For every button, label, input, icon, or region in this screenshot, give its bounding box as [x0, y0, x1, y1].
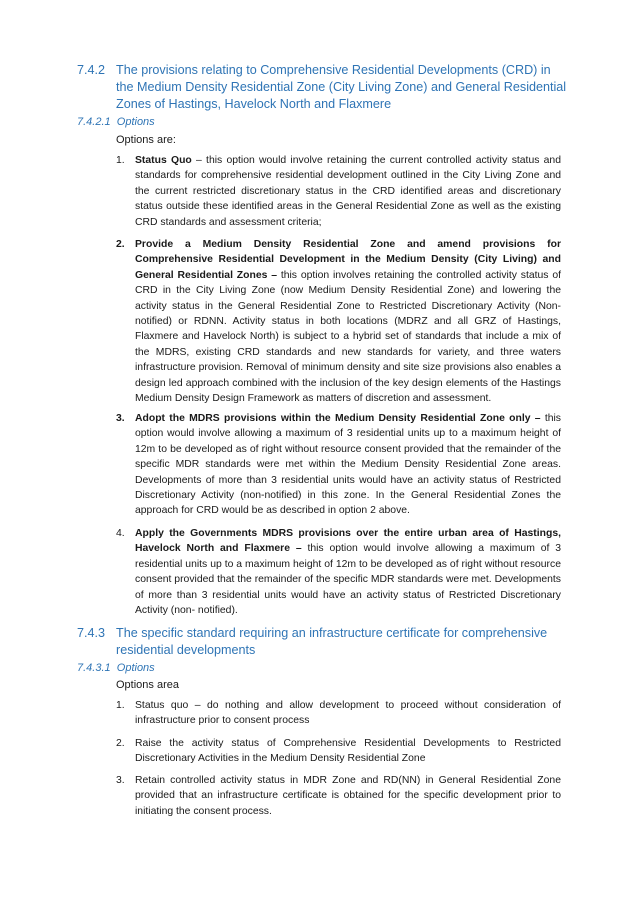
option-item	[116, 773, 561, 819]
option-text: this option would involve allowing a maximum of 3 residential units up to a maximum height of 12m to be developed as of right without resource consent provided that the remainder of the specific MDR standards were met. Developments of more than 3 residential units would have an activity status of Restricted Discretionary Activity (non- notified).	[135, 543, 562, 617]
option-number: 3.	[116, 413, 125, 424]
option-number: 1.	[116, 155, 125, 166]
section-heading-7-4-2	[77, 62, 569, 113]
subsection-heading-7-4-3-1	[77, 661, 155, 675]
option-item	[116, 736, 561, 767]
option-item	[116, 153, 561, 230]
option-lead: Apply the Governments MDRS provisions over the entire urban area of Hastings, Havelock North and Flaxmere –	[135, 528, 561, 555]
option-text: this option involves retaining the controlled activity status of CRD in the City Living Zone (now Medium Density Residential Zone) and lowering the activity status in the General Residential Zone to Restricted Discretionary Activity (Non-notified) or RDNN. Activity status in both locations (MDRZ and all GRZ of Hastings, Flaxmere and Havelock North) is subject to a hybrid set of standards that include a mix of the MDRS, existing CRD standards and new standards for variety, and three waters infrastructure provision. Removal of minimum density and site size provisions also enables a design led approach combined with the inclusion of the key design elements of the Hastings Medium Density Design Framework as matters of discretion and assessment.	[135, 269, 561, 405]
subsection-number: 7.4.3.1	[77, 662, 111, 674]
section-title: The specific standard requiring an infrastructure certificate for comprehensive residential developments	[116, 626, 548, 657]
subsection-title: Options	[116, 116, 155, 128]
section-number: 7.4.2	[77, 63, 106, 77]
option-text: Retain controlled activity status in MDR Zone and RD(NN) in General Residential Zone provided that an infrastructure certificate is obtained for the specific development prior to initiating the consent process.	[135, 775, 561, 817]
option-lead: Provide a Medium Density Residential Zone and amend provisions for Comprehensive Residential Development in the Medium Density (City Living) and General Residential Zones –	[135, 239, 561, 281]
option-text: Status quo – do nothing and allow development to proceed without consideration of infrastructure prior to consent process	[135, 700, 561, 727]
option-number: 1.	[116, 700, 125, 711]
option-lead: Adopt the MDRS provisions within the Medium Density Residential Zone only –	[135, 413, 541, 424]
section-title: The provisions relating to Comprehensive Residential Developments (CRD) in the Medium Density Residential Zone (City Living Zone) and General Residential Zones of Hastings, Havelock North and Flaxmere	[116, 63, 567, 111]
option-item	[116, 411, 561, 519]
option-number: 2.	[116, 738, 125, 749]
option-item	[116, 526, 561, 618]
option-number: 3.	[116, 775, 125, 786]
options-intro: Options are:	[116, 134, 176, 146]
subsection-title: Options	[116, 662, 155, 674]
section-number: 7.4.3	[77, 626, 106, 640]
options-intro: Options area	[116, 679, 179, 691]
option-text: Raise the activity status of Comprehensive Residential Developments to Restricted Discretionary Activities in the Medium Density Residential Zone	[135, 738, 561, 765]
option-number: 2.	[116, 239, 125, 250]
option-lead: Status Quo	[135, 155, 192, 166]
option-item	[116, 237, 561, 406]
option-number: 4.	[116, 528, 125, 539]
section-heading-7-4-3	[77, 625, 569, 659]
option-item	[116, 698, 561, 729]
option-text: – this option would involve retaining the current controlled activity status and standards for comprehensive residential development outlined in the City Living Zone and the current restricted discretionary status in the CRD identified areas and discretionary status outside these identified areas in the General Residential Zone as well as the existing CRD standards and assessment criteria;	[135, 155, 561, 228]
option-text: this option would involve allowing a maximum of 3 residential units up to a maximum height of 12m to be developed as of right without resource consent provided that the remainder of the specific MDR standards were met within the Medium Density Residential Zone areas. Developments of more than 3 residential units would have an activity status of Restricted Discretionary Activity (non-notified) in this zone. In the General Residential Zones the approach for CRD would be as described in option 2 above.	[135, 413, 561, 517]
subsection-heading-7-4-2-1	[77, 115, 155, 129]
subsection-number: 7.4.2.1	[77, 116, 111, 128]
